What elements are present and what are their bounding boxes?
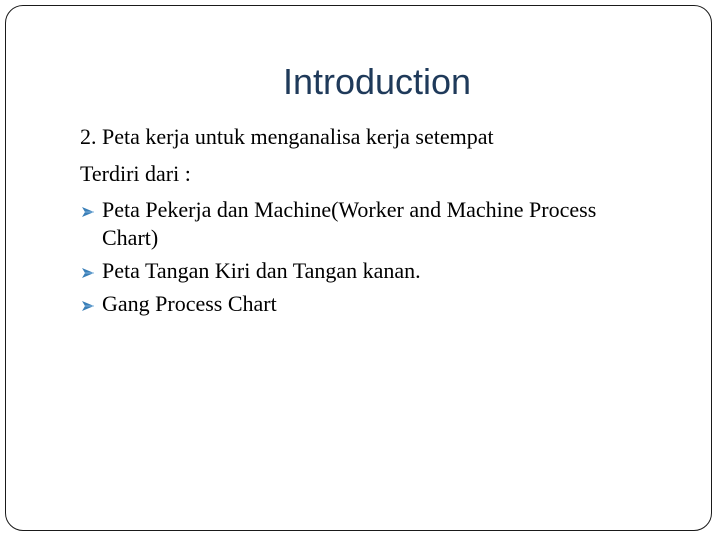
arrow-bullet-icon [80,290,102,318]
body-line: 2. Peta kerja untuk menganalisa kerja setempat [80,124,494,149]
bullet-item [80,196,640,252]
bullet-text: Peta Tangan Kiri dan Tangan kanan. [102,258,421,283]
slide-body [80,118,640,323]
bullet-item [80,257,640,285]
body-line: Terdiri dari : [80,161,191,186]
slide-title: Introduction [282,61,472,102]
arrow-bullet-icon [80,257,102,285]
arrow-bullet-icon [80,196,102,224]
bullet-list [80,196,640,318]
bullet-item [80,290,640,318]
bullet-text: Gang Process Chart [102,291,277,316]
bullet-text: Peta Pekerja dan Machine(Worker and Machine Process Chart) [102,197,597,250]
